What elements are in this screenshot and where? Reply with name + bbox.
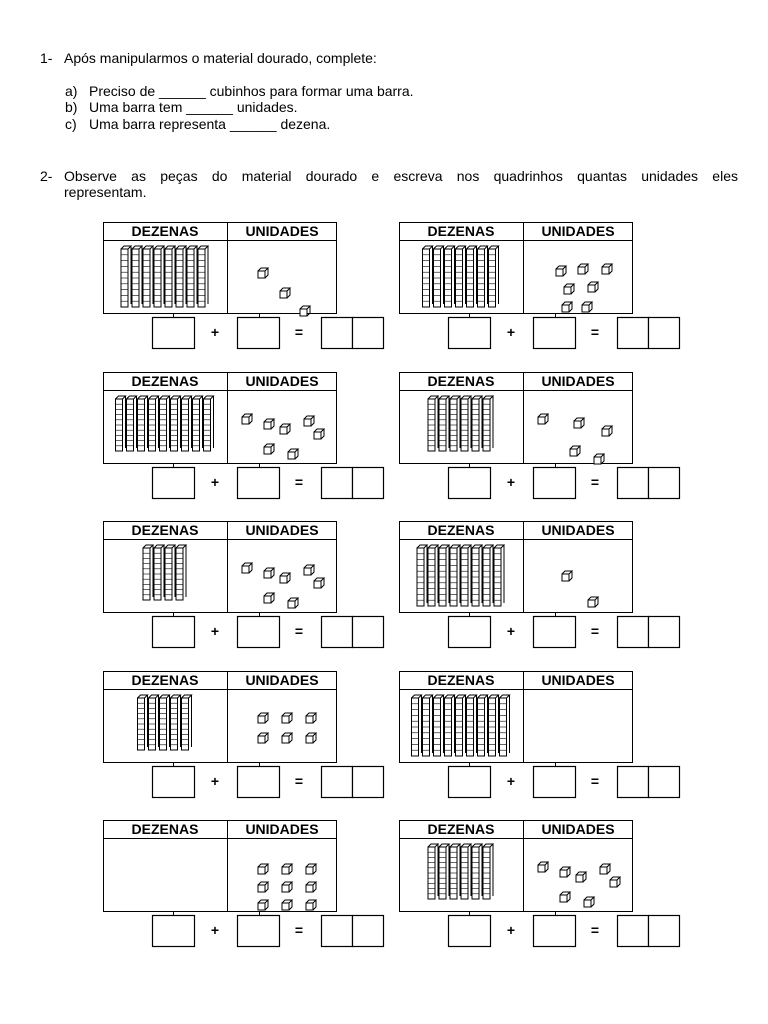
equals-sign: = <box>590 474 600 490</box>
exercise-figure <box>103 669 403 799</box>
equals-sign: = <box>294 773 304 789</box>
question-1 <box>40 50 740 66</box>
exercise-figure <box>103 519 403 649</box>
units-answer-box <box>238 468 280 499</box>
item-text: Uma barra tem ______ unidades. <box>89 99 298 115</box>
exercise-5 <box>103 519 403 649</box>
exercise-figure <box>399 519 699 649</box>
exercise-8 <box>399 669 699 799</box>
exercise-9 <box>103 818 403 948</box>
dezenas-header: DEZENAS <box>131 821 199 837</box>
tens-answer-box <box>449 468 491 499</box>
result-units-digit-box <box>353 617 384 648</box>
equals-sign: = <box>590 922 600 938</box>
item-letter: c) <box>65 116 77 132</box>
result-tens-digit-box <box>618 767 649 798</box>
exercise-figure <box>103 370 403 500</box>
unidades-header: UNIDADES <box>541 522 615 538</box>
result-tens-digit-box <box>322 617 353 648</box>
plus-sign: + <box>506 922 516 938</box>
plus-sign: + <box>210 922 220 938</box>
unidades-header: UNIDADES <box>245 672 319 688</box>
result-tens-digit-box <box>618 318 649 349</box>
result-units-digit-box <box>649 318 680 349</box>
tens-bars <box>428 844 493 899</box>
tens-answer-box <box>449 767 491 798</box>
tens-bars <box>428 396 493 451</box>
unidades-header: UNIDADES <box>245 223 319 239</box>
tens-bars <box>423 246 499 307</box>
tens-bars <box>116 396 214 451</box>
units-answer-box <box>534 617 576 648</box>
result-tens-digit-box <box>322 916 353 947</box>
units-answer-box <box>238 318 280 349</box>
plus-sign: + <box>506 324 516 340</box>
tens-answer-box <box>153 767 195 798</box>
tens-answer-box <box>449 617 491 648</box>
unidades-header: UNIDADES <box>541 821 615 837</box>
result-units-digit-box <box>649 617 680 648</box>
units-answer-box <box>238 617 280 648</box>
item-letter: b) <box>65 99 78 115</box>
exercise-7 <box>103 669 403 799</box>
unidades-header: UNIDADES <box>245 373 319 389</box>
exercise-3 <box>103 370 403 500</box>
question-2-number: 2- <box>40 168 53 184</box>
result-units-digit-box <box>649 767 680 798</box>
dezenas-header: DEZENAS <box>427 373 495 389</box>
units-answer-box <box>534 468 576 499</box>
item-text: Preciso de ______ cubinhos para formar uma barra. <box>89 83 414 99</box>
result-units-digit-box <box>649 468 680 499</box>
exercise-figure <box>103 220 403 350</box>
result-units-digit-box <box>353 767 384 798</box>
plus-sign: + <box>506 773 516 789</box>
tens-answer-box <box>449 318 491 349</box>
tens-bars <box>143 545 186 600</box>
question-2 <box>40 168 738 200</box>
equals-sign: = <box>294 324 304 340</box>
equals-sign: = <box>294 623 304 639</box>
exercise-figure <box>103 818 403 948</box>
plus-sign: + <box>210 324 220 340</box>
exercise-1 <box>103 220 403 350</box>
result-tens-digit-box <box>322 767 353 798</box>
exercise-figure <box>399 220 699 350</box>
dezenas-header: DEZENAS <box>427 522 495 538</box>
tens-answer-box <box>153 916 195 947</box>
units-answer-box <box>238 916 280 947</box>
tens-answer-box <box>153 318 195 349</box>
question-2-text: Observe as peças do material dourado e escreva nos quadrinhos quantas unidades eles <box>64 168 738 184</box>
plus-sign: + <box>210 474 220 490</box>
equals-sign: = <box>590 324 600 340</box>
result-tens-digit-box <box>322 318 353 349</box>
dezenas-header: DEZENAS <box>131 373 199 389</box>
plus-sign: + <box>506 623 516 639</box>
exercise-figure <box>399 370 699 500</box>
units-answer-box <box>534 767 576 798</box>
dezenas-header: DEZENAS <box>427 223 495 239</box>
equals-sign: = <box>294 922 304 938</box>
equals-sign: = <box>294 474 304 490</box>
question-1-text: Após manipularmos o material dourado, complete: <box>64 50 377 66</box>
question-2-text-continued: representam. <box>64 184 147 200</box>
units-answer-box <box>534 916 576 947</box>
exercise-4 <box>399 370 699 500</box>
tens-answer-box <box>449 916 491 947</box>
unidades-header: UNIDADES <box>245 821 319 837</box>
result-units-digit-box <box>353 318 384 349</box>
plus-sign: + <box>210 623 220 639</box>
item-text: Uma barra representa ______ dezena. <box>89 116 331 132</box>
equals-sign: = <box>590 623 600 639</box>
tens-answer-box <box>153 617 195 648</box>
result-tens-digit-box <box>322 468 353 499</box>
plus-sign: + <box>506 474 516 490</box>
units-answer-box <box>534 318 576 349</box>
dezenas-header: DEZENAS <box>427 821 495 837</box>
exercise-figure <box>399 818 699 948</box>
exercise-6 <box>399 519 699 649</box>
unidades-header: UNIDADES <box>245 522 319 538</box>
result-tens-digit-box <box>618 468 649 499</box>
result-tens-digit-box <box>618 617 649 648</box>
plus-sign: + <box>210 773 220 789</box>
dezenas-header: DEZENAS <box>131 672 199 688</box>
tens-bars <box>412 695 510 756</box>
dezenas-header: DEZENAS <box>427 672 495 688</box>
item-letter: a) <box>65 83 78 99</box>
unidades-header: UNIDADES <box>541 373 615 389</box>
units-answer-box <box>238 767 280 798</box>
result-tens-digit-box <box>618 916 649 947</box>
result-units-digit-box <box>353 468 384 499</box>
question-1-number: 1- <box>40 50 53 66</box>
exercise-10 <box>399 818 699 948</box>
tens-answer-box <box>153 468 195 499</box>
unidades-header: UNIDADES <box>541 672 615 688</box>
dezenas-header: DEZENAS <box>131 522 199 538</box>
result-units-digit-box <box>353 916 384 947</box>
dezenas-header: DEZENAS <box>131 223 199 239</box>
result-units-digit-box <box>649 916 680 947</box>
exercise-figure <box>399 669 699 799</box>
equals-sign: = <box>590 773 600 789</box>
exercise-2 <box>399 220 699 350</box>
unidades-header: UNIDADES <box>541 223 615 239</box>
